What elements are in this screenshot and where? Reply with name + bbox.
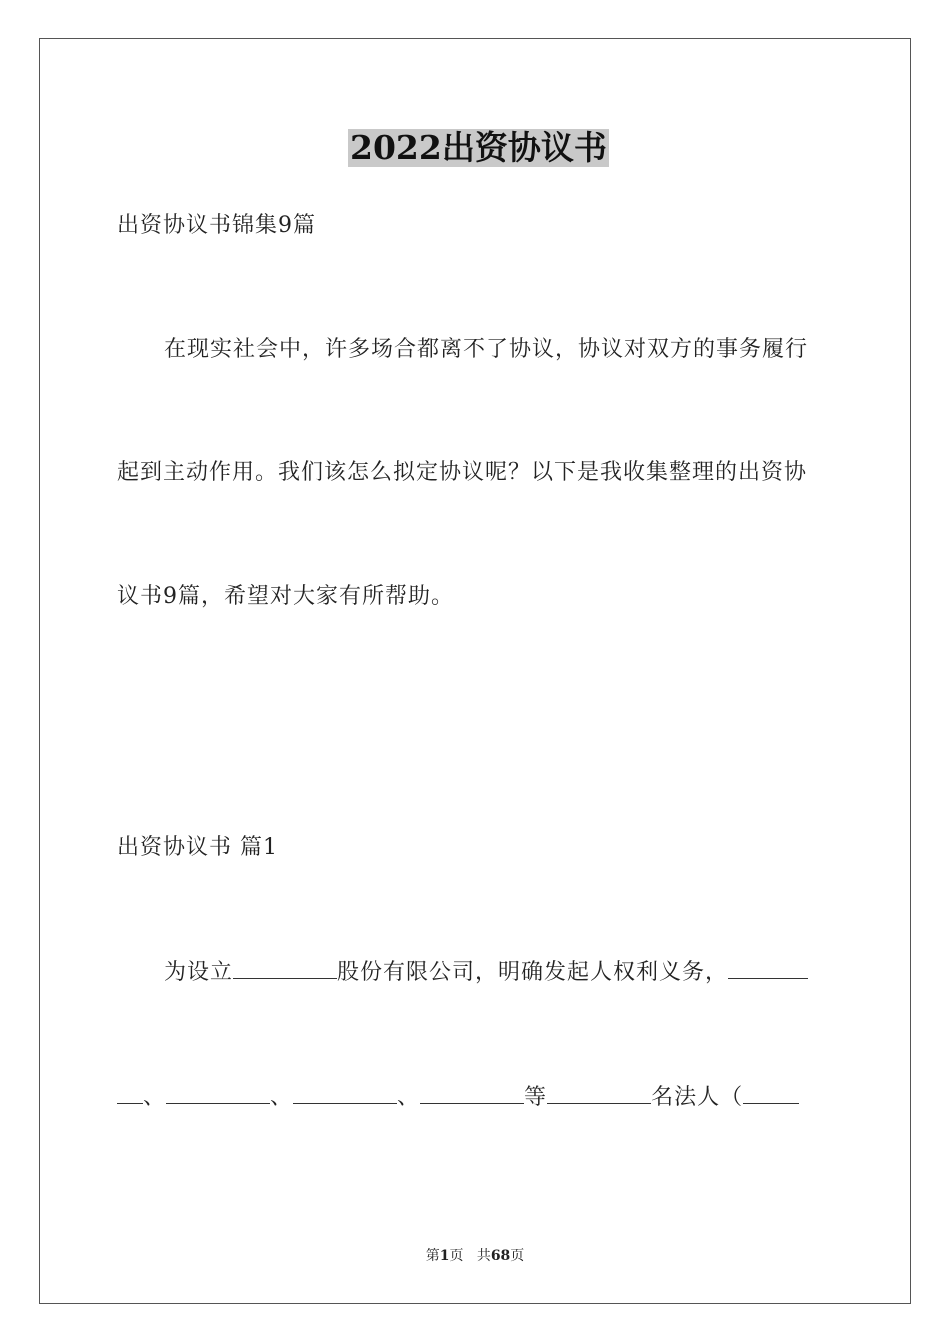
intro-line-2: 起到主动作用。我们该怎么拟定协议呢？以下是我收集整理的出资协 [117, 460, 808, 485]
footer-total-suffix: 页 [510, 1248, 525, 1264]
fill-blank [728, 958, 808, 979]
intro-line-3: 议书9篇，希望对大家有所帮助。 [117, 584, 454, 609]
body-line-1 [164, 958, 808, 987]
separator: 、 [143, 1085, 167, 1110]
separator: 、 [397, 1085, 421, 1110]
footer-total-prefix: 共 [476, 1248, 491, 1264]
footer-page-suffix: 页 [449, 1248, 464, 1264]
fill-blank [420, 1083, 524, 1104]
document-subtitle: 出资协议书锦集9篇 [117, 213, 316, 238]
body-text: 股份有限公司，明确发起人权利义务， [337, 960, 729, 985]
body-text: 为设立 [164, 960, 234, 985]
body-line-2 [117, 1083, 799, 1112]
footer-page-prefix: 第 [425, 1248, 440, 1264]
fill-blank [293, 1083, 397, 1104]
body-text: 名法人（ [651, 1085, 744, 1110]
fill-blank [117, 1083, 143, 1104]
document-title: 2022出资协议书 [350, 128, 607, 167]
intro-line-1: 在现实社会中，许多场合都离不了协议，协议对双方的事务履行 [164, 337, 809, 362]
section-heading: 出资协议书 篇1 [117, 835, 278, 860]
fill-blank [166, 1083, 270, 1104]
fill-blank [547, 1083, 651, 1104]
fill-blank [743, 1083, 799, 1104]
footer-total-pages: 68 [490, 1248, 511, 1264]
footer-page-number: 1 [439, 1248, 450, 1264]
separator: 、 [270, 1085, 294, 1110]
fill-blank [233, 958, 337, 979]
body-text: 等 [524, 1085, 548, 1110]
page-footer [0, 1247, 950, 1265]
